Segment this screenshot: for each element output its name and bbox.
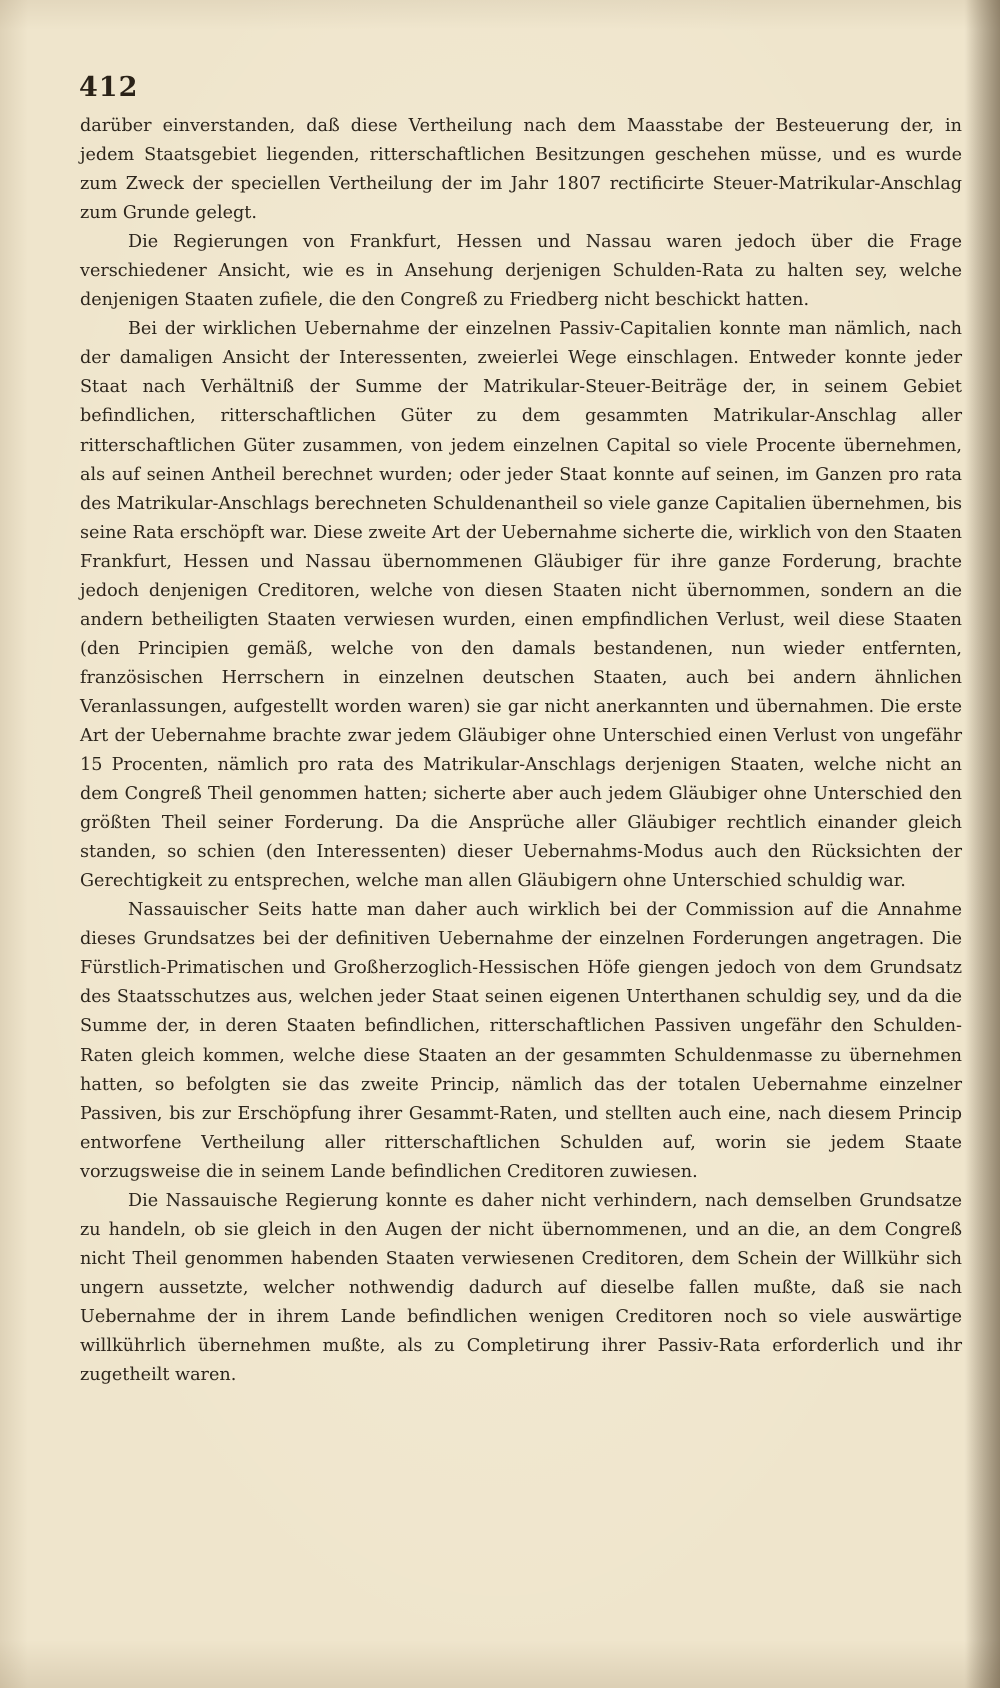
paragraph-2: Die Regierungen von Frankfurt, Hessen und Nassau waren jedoch über die Frage verschiedener Ansicht, wie es in Ansehung derjenigen Schulden-Rata zu halten sey, welche denjenigen Staaten zufiele, die den Congreß zu Friedberg nicht beschickt hatten. [80, 232, 962, 311]
paragraph-4: Nassauischer Seits hatte man daher auch wirklich bei der Commission auf die Annahme dieses Grundsatzes bei der definitiven Uebernahme der einzelnen Forderungen angetragen. Die Fürstlich-Primatischen und Großherzoglich-Hessischen Höfe giengen jedoch von dem Grundsatz des Staatsschutzes aus, welchen jeder Staat seinen eigenen Unterthanen schuldig sey, und da die Summe der, in deren Staaten befindlichen, ritterschaftlichen Passiven ungefähr den Schulden-Raten gleich kommen, welche diese Staaten an der gesammten Schuldenmasse zu übernehmen hatten, so befolgten sie das zweite Princip, nämlich das der totalen Uebernahme einzelner Passiven, bis zur Erschöpfung ihrer Gesammt-Raten, und stellten auch eine, nach diesem Princip entworfene Vertheilung aller ritterschaftlichen Schulden auf, worin sie jedem Staate vorzugsweise die in seinem Lande befindlichen Creditoren zuwiesen. [80, 900, 962, 1182]
paragraph-1: darüber einverstanden, daß diese Vertheilung nach dem Maasstabe der Besteuerung der, in jedem Staatsgebiet liegenden, ritterschaftlichen Besitzungen geschehen müsse, und es wurde zum Zweck der speciellen Vertheilung der im Jahr 1807 rectificirte Steuer-Matrikular-Anschlag zum Grunde gelegt. [80, 116, 962, 224]
body-text [80, 112, 962, 1390]
paragraph-5: Die Nassauische Regierung konnte es daher nicht verhindern, nach demselben Grundsatze zu handeln, ob sie gleich in den Augen der nicht übernommenen, und an die, an dem Congreß nicht Theil genommen habenden Staaten verwiesenen Creditoren, dem Schein der Willkühr sich ungern aussetzte, welcher nothwendig dadurch auf dieselbe fallen mußte, daß sie nach Uebernahme der in ihrem Lande befindlichen wenigen Creditoren noch so viele auswärtige willkührlich übernehmen mußte, als zu Completirung ihrer Passiv-Rata erforderlich und ihr zugetheilt waren. [80, 1190, 962, 1386]
page-number: 412 [79, 72, 139, 103]
paragraph-3: Bei der wirklichen Uebernahme der einzelnen Passiv-Capitalien konnte man nämlich, nach der damaligen Ansicht der Interessenten, zweierlei Wege einschlagen. Entweder konnte jeder Staat nach Verhältniß der Summe der Matrikular-Steuer-Beiträge der, in seinem Gebiet befindlichen, ritterschaftlichen Güter zu dem gesammten Matrikular-Anschlag aller ritterschaftlichen Güter zusammen, von jedem einzelnen Capital so viele Procente übernehmen, als auf seinen Antheil berechnet wurden; oder jeder Staat konnte auf seinen, im Ganzen pro rata des Matrikular-Anschlags berechneten Schuldenantheil so viele ganze Capitalien übernehmen, bis seine Rata erschöpft war. Diese zweite Art der Uebernahme sicherte die, wirklich von den Staaten Frankfurt, Hessen und Nassau übernommenen Gläubiger für ihre ganze Forderung, brachte jedoch denjenigen Creditoren, welche von diesen Staaten nicht übernommen, sondern an die andern betheiligten Staaten verwiesen wurden, einen empfindlichen Verlust, weil diese Staaten (den Principien gemäß, welche von den damals bestandenen, nun wieder entfernten, französischen Herrschern in einzelnen deutschen Staaten, auch bei andern ähnlichen Veranlassungen, aufgestellt worden waren) sie gar nicht anerkannten und übernahmen. Die erste Art der Uebernahme brachte zwar jedem Gläubiger ohne Unterschied einen Verlust von ungefähr 15 Procenten, nämlich pro rata des Matrikular-Anschlags derjenigen Staaten, welche nicht an dem Congreß Theil genommen hatten; sicherte aber auch jedem Gläubiger ohne Unterschied den größten Theil seiner Forderung. Da die Ansprüche aller Gläubiger rechtlich einander gleich standen, so schien (den Interessenten) dieser Uebernahms-Modus auch den Rücksichten der Gerechtigkeit zu entsprechen, welche man allen Gläubigern ohne Unterschied schuldig war. [80, 319, 962, 892]
page-edge-shadow [964, 0, 1000, 1688]
